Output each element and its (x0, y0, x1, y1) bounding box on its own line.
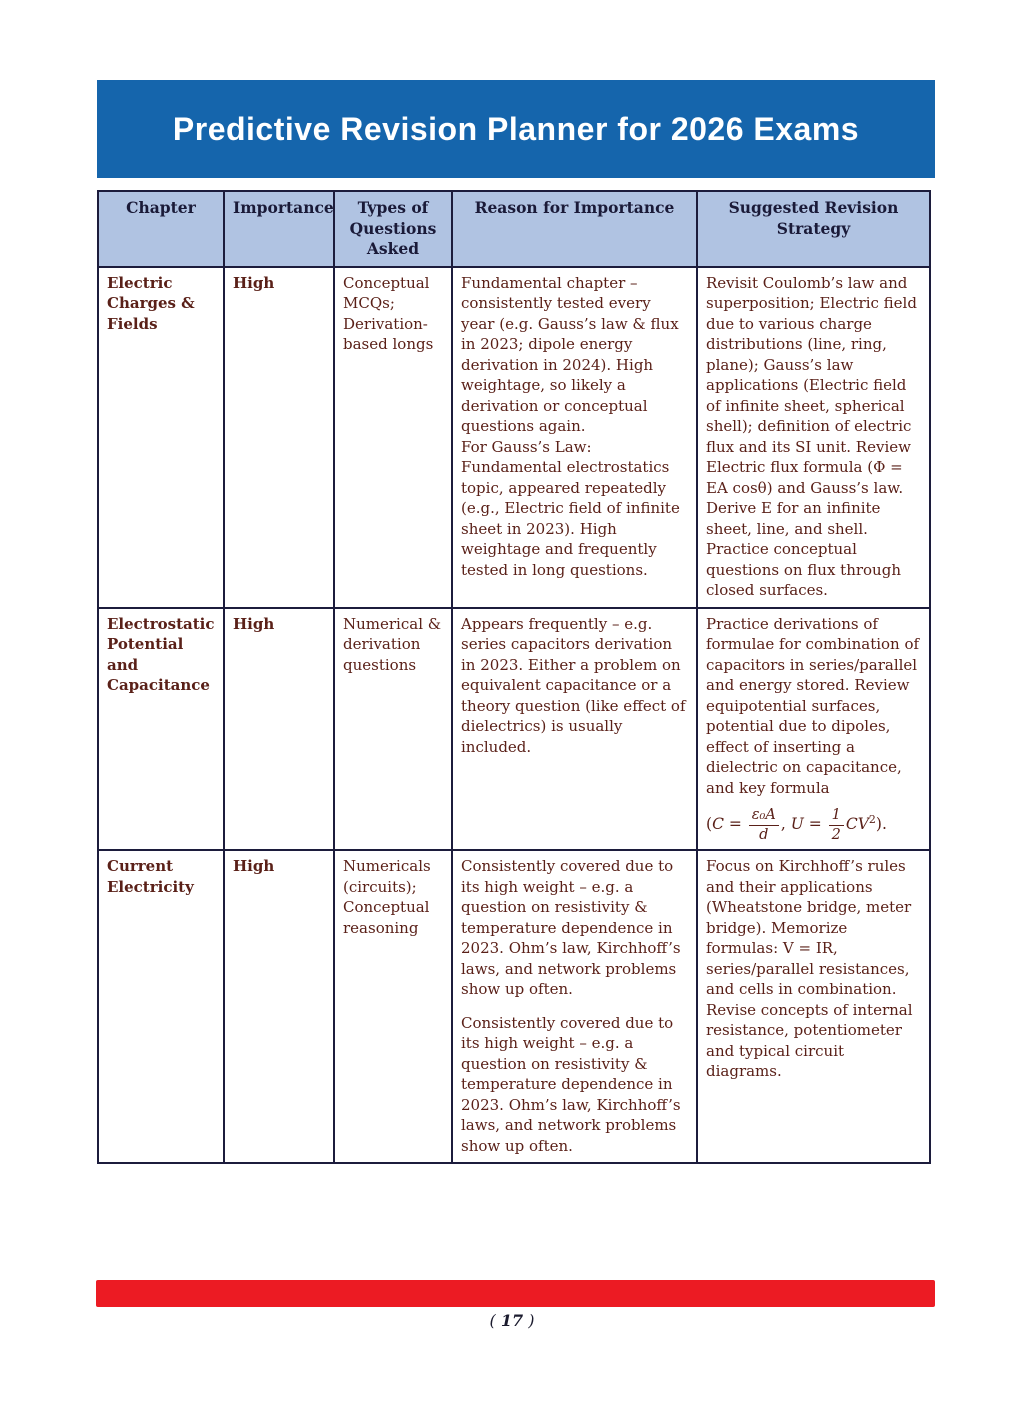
importance-cell: High (224, 608, 334, 851)
reason-cell (452, 608, 697, 851)
reason-cell (452, 267, 697, 608)
table-row-electrostatic-potential (98, 608, 930, 851)
fraction-epsilon0A-over-d: $\frac{\text{ε₀A}}{d}$ (749, 807, 779, 843)
strategy-cell (697, 267, 930, 608)
types-cell: Numerical & derivation questions (334, 608, 452, 851)
reason-paragraph: Consistently covered due to its high weight – e.g. a question on resistivity & temperature dependence in 2023. Ohm’s law, Kirchhoff’s laws, and network problems show up often. (461, 857, 681, 999)
col-header-importance: Importance (224, 191, 334, 267)
title-banner (97, 80, 935, 178)
importance-cell: High (224, 850, 334, 1163)
strategy-cell (697, 608, 930, 851)
table-row-electric-charges-fields (98, 267, 930, 608)
col-header-chapter: Chapter (98, 191, 224, 267)
reason-cell (452, 850, 697, 1163)
reason-paragraph: Consistently covered due to its high weight – e.g. a question on resistivity & temperature dependence in 2023. Ohm’s law, Kirchhoff’s laws, and network problems show up often. (461, 1013, 681, 1155)
footer-red-bar (96, 1280, 935, 1307)
col-header-types: Types of Questions Asked (334, 191, 452, 267)
col-header-reason: Reason for Importance (452, 191, 697, 267)
page-number: ( 17 ) (489, 1311, 535, 1330)
revision-planner-table (97, 190, 931, 1164)
importance-cell: High (224, 267, 334, 608)
chapter-cell: Electrostatic Potential and Capacitance (98, 608, 224, 851)
strategy-paragraph: Focus on Kirchhoff’s rules and their applications (Wheatstone bridge, meter bridge). Memorize formulas: V = IR, series/parallel resistances, and cells in combination. Revise concepts of internal resistance, potentiometer and typical circuit diagrams. (706, 857, 913, 1081)
types-cell: Numericals (circuits); Conceptual reasoning (334, 850, 452, 1163)
table-row-current-electricity (98, 850, 930, 1163)
strategy-paragraph: Practice derivations of formulae for combination of capacitors in series/parallel and energy stored. Review equipotential surfaces, potential due to dipoles, effect of inserting a dielectric on capacitance, and key formula (706, 614, 920, 797)
strategy-paragraph: Revisit Coulomb’s law and superposition; Electric field due to various charge distributions (line, ring, plane); Gauss’s law applications (Electric field of infinite sheet, spherical shell); definition of electric flux and its SI unit. Review Electric flux formula (Φ = EA cosθ) and Gauss’s law. Derive E for an infinite sheet, line, and shell. Practice conceptual questions on flux through closed surfaces. (706, 273, 917, 599)
chapter-cell: Electric Charges & Fields (98, 267, 224, 608)
capacitance-energy-formula: (C = $\frac{\text{ε₀A}}{d}$ , U = $\frac{1}{2}$ $CV^2$). (706, 807, 887, 843)
fraction-one-half: $\frac{1}{2}$ (829, 807, 844, 843)
reason-paragraph: Appears frequently – e.g. series capacitors derivation in 2023. Either a problem on equivalent capacitance or a theory question (like effect of dielectrics) is usually included. (461, 614, 686, 756)
reason-paragraph: Fundamental chapter – consistently tested every year (e.g. Gauss’s law & flux in 2023; dipole energy derivation in 2024). High weightage, so likely a derivation or conceptual questions again. (461, 273, 679, 435)
chapter-cell: Current Electricity (98, 850, 224, 1163)
reason-paragraph: For Gauss’s Law: Fundamental electrostatics topic, appeared repeatedly (e.g., Electric field of infinite sheet in 2023). High weightage and frequently tested in long questions. (461, 437, 680, 579)
strategy-cell (697, 850, 930, 1163)
table-header-row (98, 191, 930, 267)
types-cell: Conceptual MCQs; Derivation-based longs (334, 267, 452, 608)
page-title: Predictive Revision Planner for 2026 Exams (172, 110, 860, 147)
col-header-strategy: Suggested Revision Strategy (697, 191, 930, 267)
